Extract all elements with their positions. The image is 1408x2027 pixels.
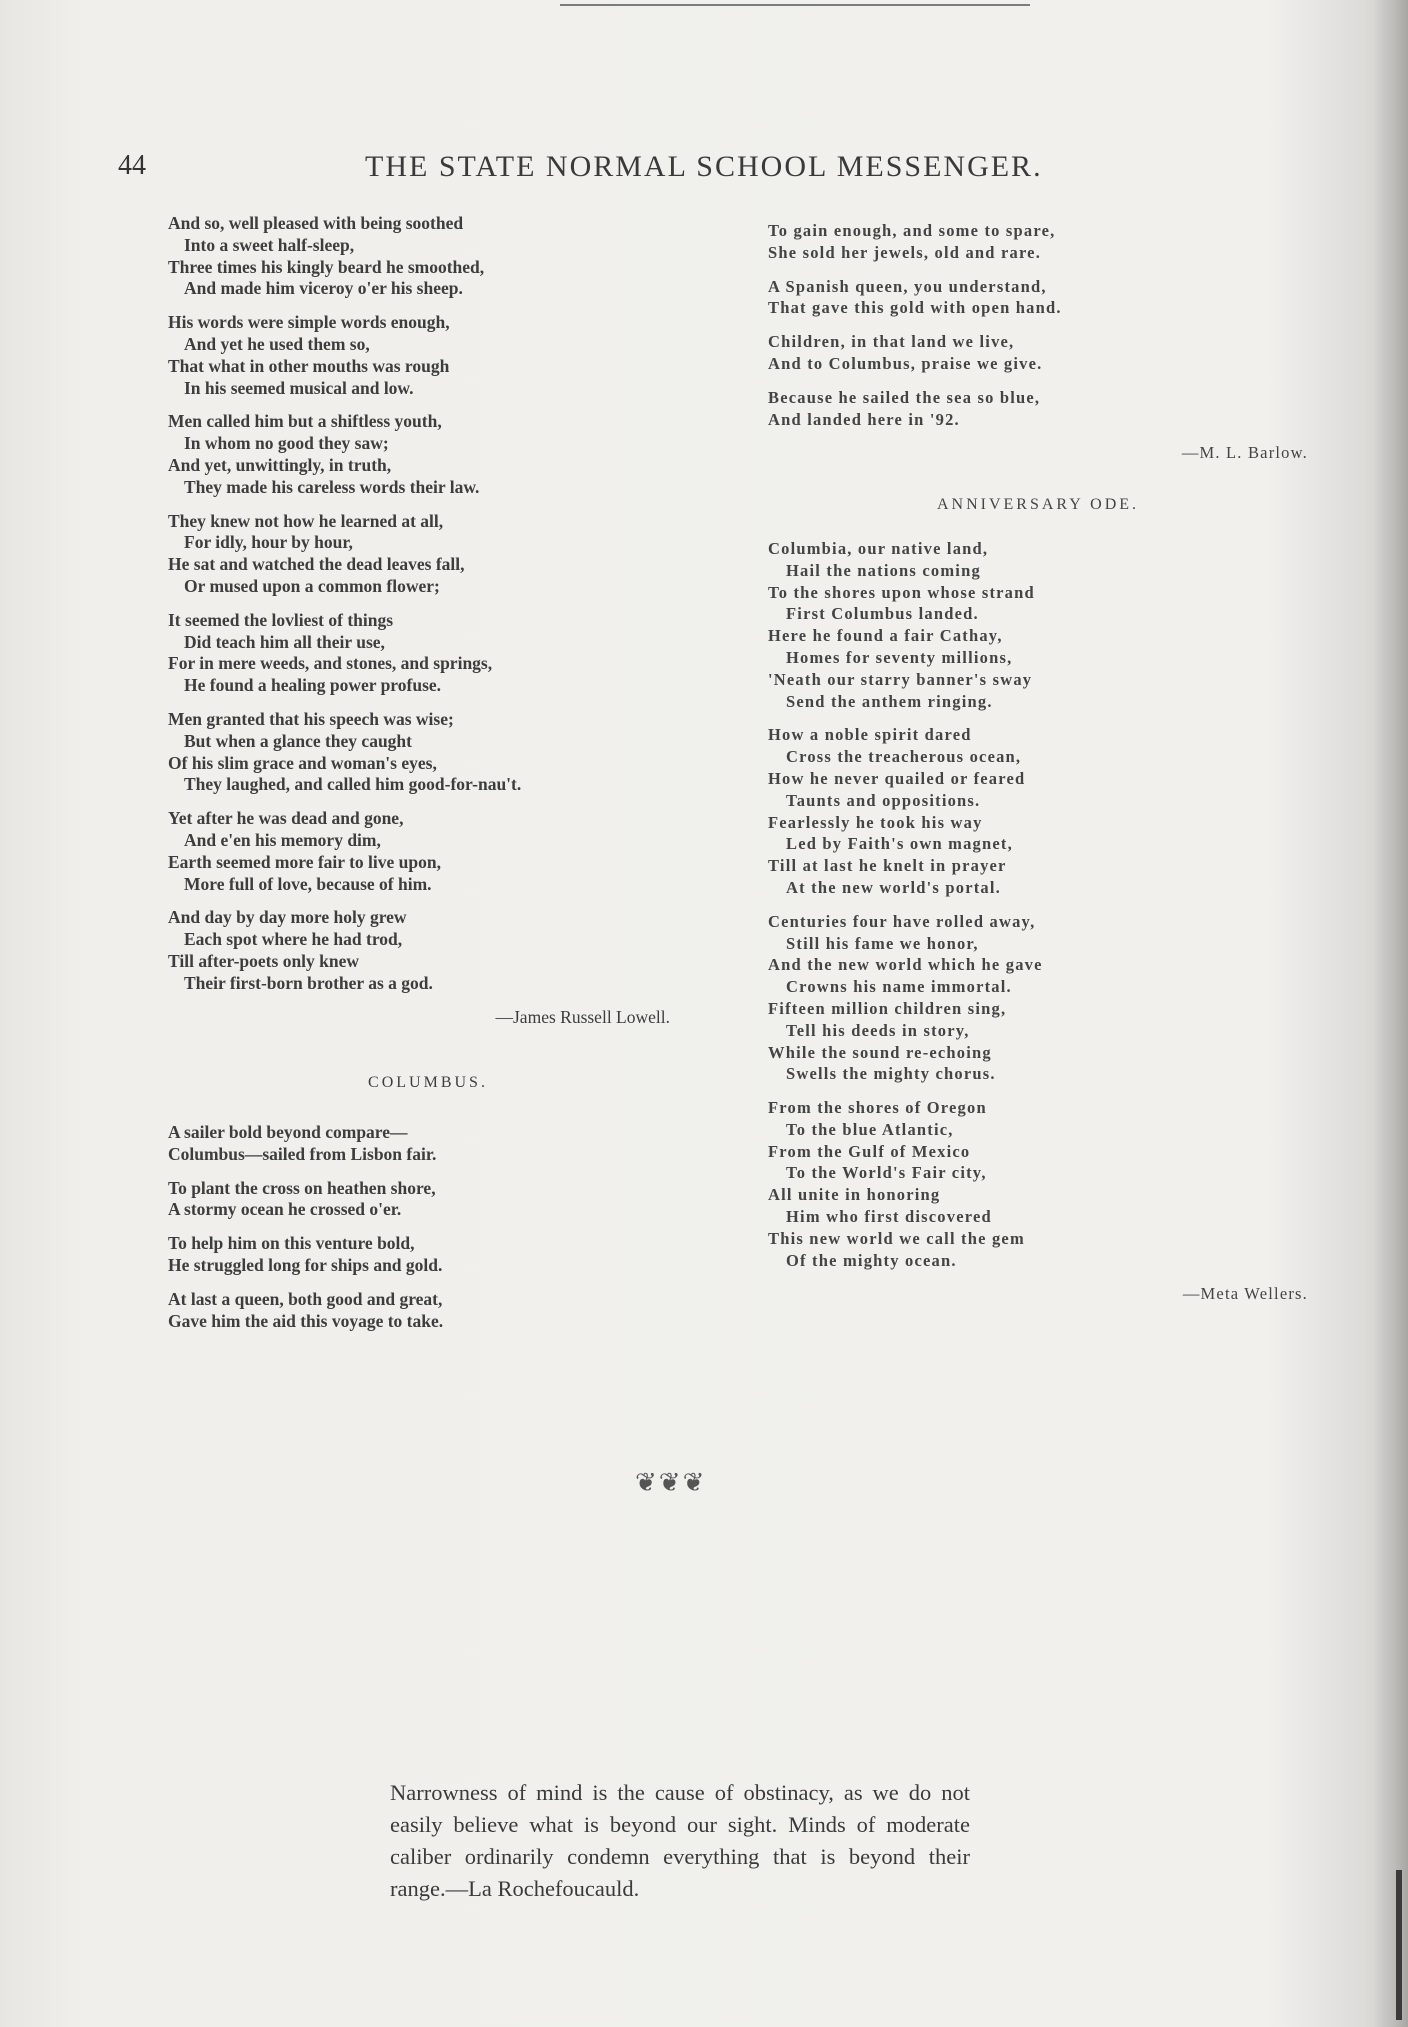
poem-line: A Spanish queen, you understand, [768,276,1047,296]
poem-line: Led by Faith's own magnet, [786,834,1013,854]
poem-line: Into a sweet half-sleep, [184,234,355,255]
poem-line: To the World's Fair city, [786,1163,987,1183]
stanza [168,709,688,796]
stanza [168,1233,688,1277]
poem-line: And landed here in '92. [768,409,960,429]
anniversary-ode [768,538,1308,1272]
poem-line: This new world we call the gem [768,1228,1025,1248]
poem-line: 'Neath our starry banner's sway [768,669,1033,689]
poem-line: That gave this gold with open hand. [768,298,1062,318]
poem-line: Each spot where he had trod, [184,929,403,950]
poem-line: Him who first discovered [786,1207,992,1227]
poem-line: To the blue Atlantic, [786,1119,954,1139]
stanza [168,213,688,300]
stanza [768,724,1308,898]
poem-line: Or mused upon a common flower; [184,575,440,596]
poem-line: How he never quailed or feared [768,768,1026,788]
poem-line: And so, well pleased with being soothed [168,213,464,233]
page-number: 44 [118,150,146,181]
edge-mark [1396,1870,1402,2020]
poem-line: But when a glance they caught [184,730,412,751]
poem-line: Columbus—sailed from Lisbon fair. [168,1143,437,1164]
poem-line: And yet he used them so, [184,333,370,354]
poem-line: In his seemed musical and low. [184,377,414,398]
stanza [768,331,1308,375]
poem-line: All unite in honoring [768,1185,941,1205]
lowell-attribution: —James Russell Lowell. [495,1006,670,1027]
poem-line: And to Columbus, praise we give. [768,353,1043,373]
poem-line: Till at last he knelt in prayer [768,856,1007,876]
poem-line: And yet, unwittingly, in truth, [168,454,392,475]
poem-line: Taunts and oppositions. [786,790,981,810]
poem-line: To plant the cross on heathen shore, [168,1177,436,1198]
poem-line: For in mere weeds, and stones, and springs, [168,653,493,674]
poem-line: It seemed the lovliest of things [168,609,394,630]
poem-line: Here he found a fair Cathay, [768,626,1003,646]
poem-line: They laughed, and called him good-for-nau't. [184,774,522,795]
stanza [168,1178,688,1222]
poem-line: Their first-born brother as a god. [184,972,433,993]
poem-line: Did teach him all their use, [184,631,385,652]
poem-line: And day by day more holy grew [168,907,407,928]
closing-quote: Narrowness of mind is the cause of obstinacy, as we do not easily believe what is beyond our sight. Minds of moderate caliber ordinarily condemn everything that is beyond their range.—La Rochefoucauld. [390,1780,970,1901]
ornament-divider: ❦❦❦ [635,1468,707,1497]
poem-line: That what in other mouths was rough [168,355,450,376]
stanza [168,1289,688,1333]
poem-line: Of his slim grace and woman's eyes, [168,752,437,773]
poem-line: And the new world which he gave [768,955,1043,975]
poem-line: She sold her jewels, old and rare. [768,242,1042,262]
poem-line: A stormy ocean he crossed o'er. [168,1199,402,1220]
stanza [768,220,1308,264]
poem-line: Because he sailed the sea so blue, [768,387,1041,407]
stanza [768,387,1308,431]
poem-line: Gave him the aid this voyage to take. [168,1310,444,1331]
poem-line: And e'en his memory dim, [184,829,381,850]
poem-line: To gain enough, and some to spare, [768,221,1056,240]
stanza [168,511,688,598]
poem-line: Fifteen million children sing, [768,998,1007,1018]
poem-line: Centuries four have rolled away, [768,911,1036,931]
poem-line: They made his careless words their law. [184,476,480,497]
poem-line: At the new world's portal. [786,877,1001,897]
stanza [168,907,688,994]
barlow-attribution: —M. L. Barlow. [1181,443,1308,463]
poem-line: Still his fame we honor, [786,933,979,953]
poem-line: And made him viceroy o'er his sheep. [184,278,463,299]
poem-line: Earth seemed more fair to live upon, [168,851,442,872]
poem-line: Men granted that his speech was wise; [168,708,454,729]
poem-line: To the shores upon whose strand [768,582,1035,602]
poem-line: At last a queen, both good and great, [168,1288,443,1309]
columbus-poem [168,1122,688,1332]
stanza [168,312,688,399]
poem-line: Hail the nations coming [786,560,981,580]
poem-line: Men called him but a shiftless youth, [168,411,442,432]
left-column [168,213,688,1344]
poem-line: From the Gulf of Mexico [768,1141,971,1161]
poem-line: Children, in that land we live, [768,332,1015,352]
poem-line: Swells the mighty chorus. [786,1064,996,1084]
wellers-attribution: —Meta Wellers. [1182,1284,1308,1304]
ode-title: ANNIVERSARY ODE. [936,496,1140,514]
poem-line: In whom no good they saw; [184,433,389,454]
poem-line: Three times his kingly beard he smoothed, [168,256,485,277]
poem-line: To help him on this venture bold, [168,1233,415,1254]
poem-line: Yet after he was dead and gone, [168,808,404,829]
page-edge-shadow [1374,0,1408,2027]
poem-line: A sailer bold beyond compare— [168,1122,408,1143]
poem-line: He found a healing power profuse. [184,675,442,696]
poem-line: They knew not how he learned at all, [168,510,444,531]
poem-line: Homes for seventy millions, [786,647,1013,667]
running-head: THE STATE NORMAL SCHOOL MESSENGER. [365,150,1043,183]
poem-line: First Columbus landed. [786,604,979,624]
poem-line: He struggled long for ships and gold. [168,1255,443,1276]
columbus-title: COLUMBUS. [368,1074,488,1092]
poem-line: For idly, hour by hour, [184,532,353,553]
stanza [168,411,688,498]
stanza [768,538,1308,712]
stanza [168,1122,688,1166]
top-rule [560,4,1030,6]
stanza [168,610,688,697]
poem-line: Tell his deeds in story, [786,1020,970,1040]
poem-line: He sat and watched the dead leaves fall, [168,554,465,575]
columbus-poem-continued [768,220,1308,430]
stanza [768,911,1308,1085]
poem-line: How a noble spirit dared [768,725,972,745]
poem-line: From the shores of Oregon [768,1098,987,1118]
right-column [768,220,1308,1335]
poem-line: Send the anthem ringing. [786,691,993,711]
poem-line: Fearlessly he took his way [768,812,983,832]
poem-line: Columbia, our native land, [768,538,989,558]
poem-line: Crowns his name immortal. [786,977,1012,997]
lowell-poem [168,213,688,995]
poem-line: Till after-poets only knew [168,950,360,971]
poem-line: More full of love, because of him. [184,873,432,894]
stanza [168,808,688,895]
poem-line: His words were simple words enough, [168,312,450,333]
stanza [768,1097,1308,1271]
poem-line: Of the mighty ocean. [786,1250,957,1270]
poem-line: Cross the treacherous ocean, [786,747,1022,767]
stanza [768,276,1308,320]
poem-line: While the sound re-echoing [768,1042,992,1062]
